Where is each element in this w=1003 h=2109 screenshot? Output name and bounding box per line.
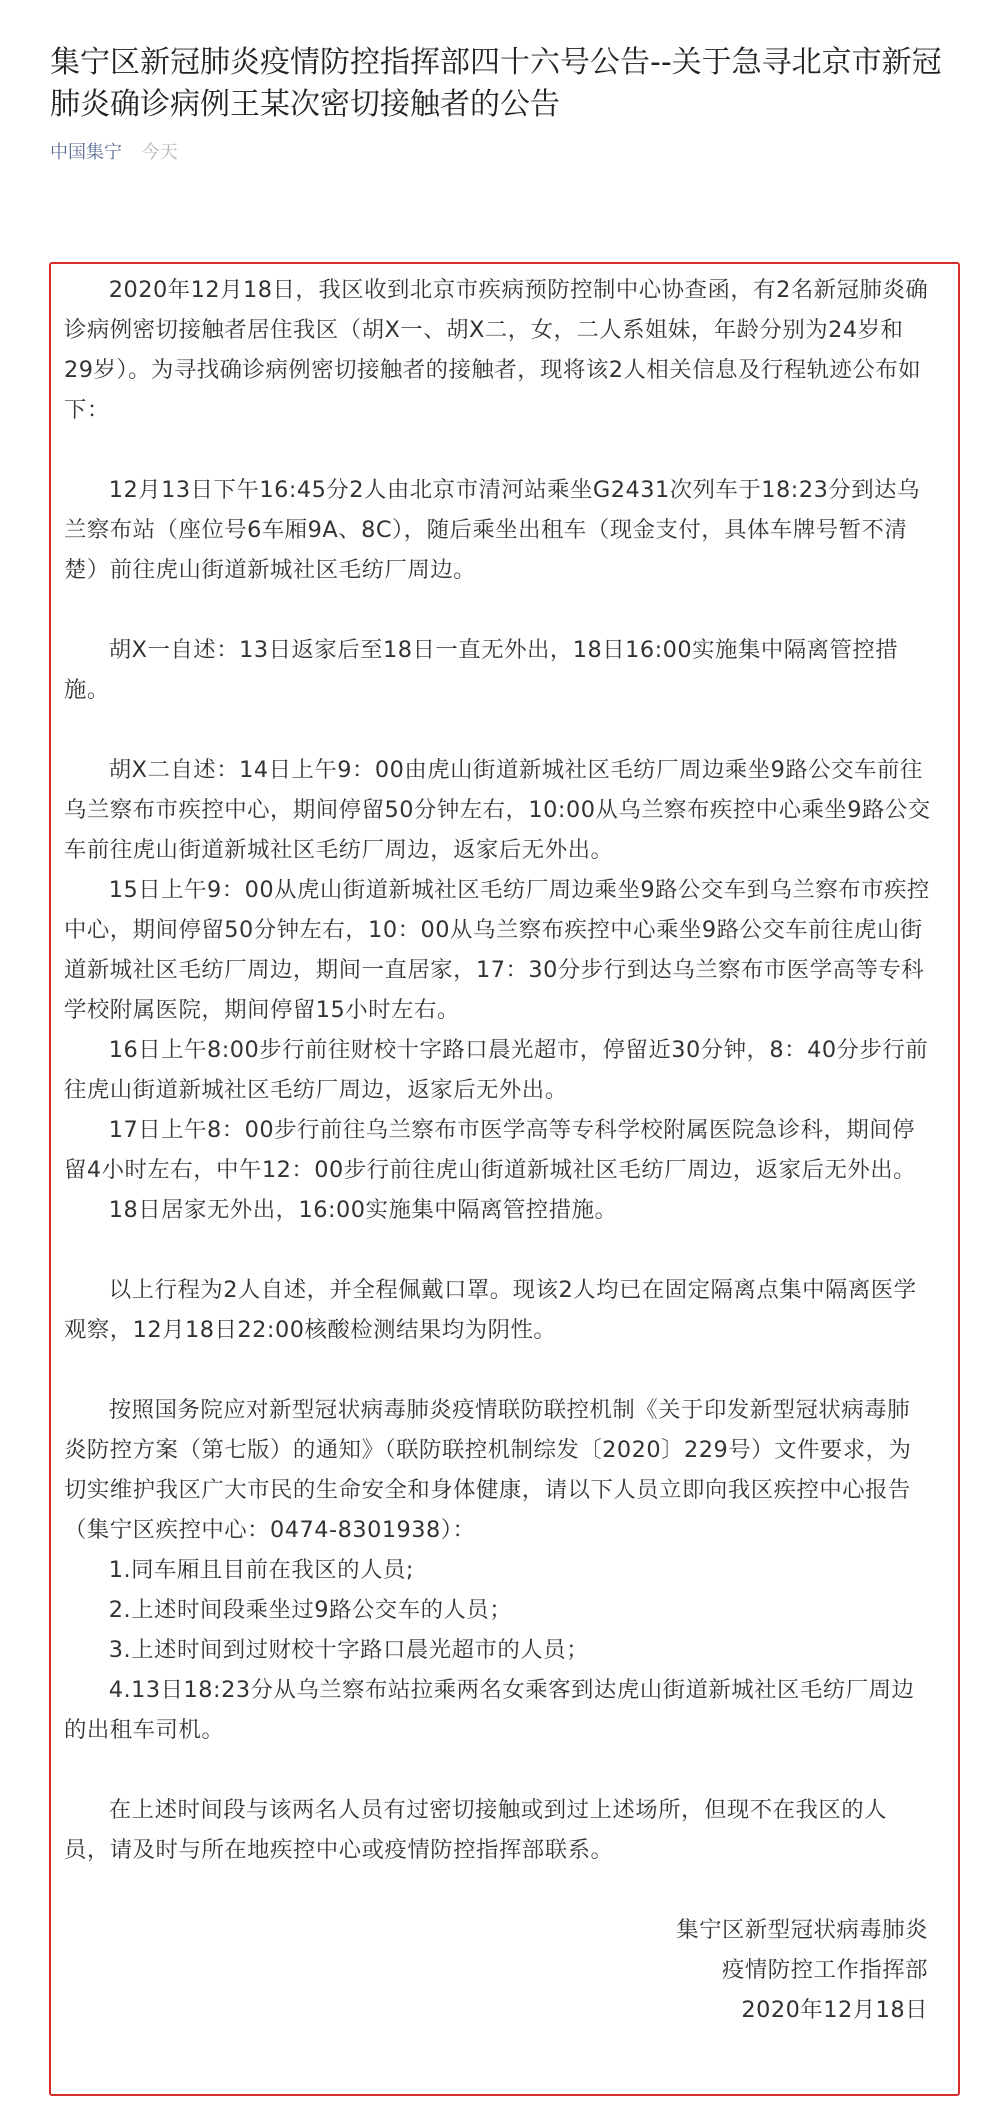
paragraph-hu-x2-dec17: 17日上午8：00步行前往乌兰察布市医学高等专科学校附属医院急诊科，期间停留4小时左右，中午12：00步行前往虎山街道新城社区毛纺厂周边，返家后无外出。 xyxy=(64,1117,917,1183)
notice-body xyxy=(64,270,932,2030)
list-item-2: 2.上述时间段乘坐过9路公交车的人员； xyxy=(108,1597,513,1623)
article-meta xyxy=(50,140,178,166)
article-title: 集宁区新冠肺炎疫情防控指挥部四十六号公告--关于急寻北京市新冠肺炎确诊病例王某次密切接触者的公告 xyxy=(50,45,942,122)
paragraph-report-request: 按照国务院应对新型冠状病毒肺炎疫情联防联控机制《关于印发新型冠状病毒肺炎防控方案（第七版）的通知》（联防联控机制综发〔2020〕229号）文件要求，为切实维护我区广大市民的生命安全和身体健康，请以下人员立即向我区疾控中心报告（集宁区疾控中心：0474-8301938）： xyxy=(64,1397,912,1543)
list-item-4: 4.13日18:23分从乌兰察布站拉乘两名女乘客到达虎山街道新城社区毛纺厂周边的出租车司机。 xyxy=(64,1677,915,1743)
paragraph-hu-x2-dec14: 胡X二自述：14日上午9：00由虎山街道新城社区毛纺厂周边乘坐9路公交车前往乌兰察布市疾控中心，期间停留50分钟左右，10:00从乌兰察布疾控中心乘坐9路公交车前往虎山街道新城社区毛纺厂周边，返家后无外出。 xyxy=(64,757,931,863)
publish-date: 今天 xyxy=(141,142,178,163)
signature-date: 2020年12月18日 xyxy=(741,1997,928,2023)
source-account-link[interactable]: 中国集宁 xyxy=(50,142,122,163)
signature-org-line1: 集宁区新型冠状病毒肺炎 xyxy=(676,1917,928,1943)
paragraph-travel-dec13: 12月13日下午16:45分2人由北京市清河站乘坐G2431次列车于18:23分到达乌兰察布站（座位号6车厢9A、8C），随后乘坐出租车（现金支付，具体车牌号暂不清楚）前往虎山街道新城社区毛纺厂周边。 xyxy=(64,477,920,583)
paragraph-hu-x2-dec16: 16日上午8:00步行前往财校十字路口晨光超市，停留近30分钟，8：40分步行前往虎山街道新城社区毛纺厂周边，返家后无外出。 xyxy=(64,1037,929,1103)
paragraph-self-report-note: 以上行程为2人自述，并全程佩戴口罩。现该2人均已在固定隔离点集中隔离医学观察，12月18日22:00核酸检测结果均为阴性。 xyxy=(64,1277,917,1343)
paragraph-contact-request: 在上述时间段与该两名人员有过密切接触或到过上述场所，但现不在我区的人员，请及时与所在地疾控中心或疫情防控指挥部联系。 xyxy=(64,1797,888,1863)
paragraph-hu-x2-dec18: 18日居家无外出，16:00实施集中隔离管控措施。 xyxy=(108,1197,618,1223)
paragraph-hu-x2-dec15: 15日上午9：00从虎山街道新城社区毛纺厂周边乘坐9路公交车到乌兰察布市疾控中心，期间停留50分钟左右，10：00从乌兰察布疾控中心乘坐9路公交车前往虎山街道新城社区毛纺厂周边，期间一直居家，17：30分步行到达乌兰察布市医学高等专科学校附属医院，期间停留15小时左右。 xyxy=(64,877,930,1023)
list-item-3: 3.上述时间到过财校十字路口晨光超市的人员； xyxy=(108,1637,589,1663)
signature-block xyxy=(64,1910,932,2030)
signature-org-line2: 疫情防控工作指挥部 xyxy=(721,1957,928,1983)
list-item-1: 1.同车厢且目前在我区的人员; xyxy=(108,1557,414,1583)
paragraph-intro: 2020年12月18日，我区收到北京市疾病预防控制中心协查函，有2名新冠肺炎确诊病例密切接触者居住我区（胡X一、胡X二，女，二人系姐妹，年龄分别为24岁和29岁）。为寻找确诊病例密切接触者的接触者，现将该2人相关信息及行程轨迹公布如下： xyxy=(64,277,929,423)
paragraph-hu-x1-statement: 胡X一自述：13日返家后至18日一直无外出，18日16:00实施集中隔离管控措施。 xyxy=(64,637,899,703)
